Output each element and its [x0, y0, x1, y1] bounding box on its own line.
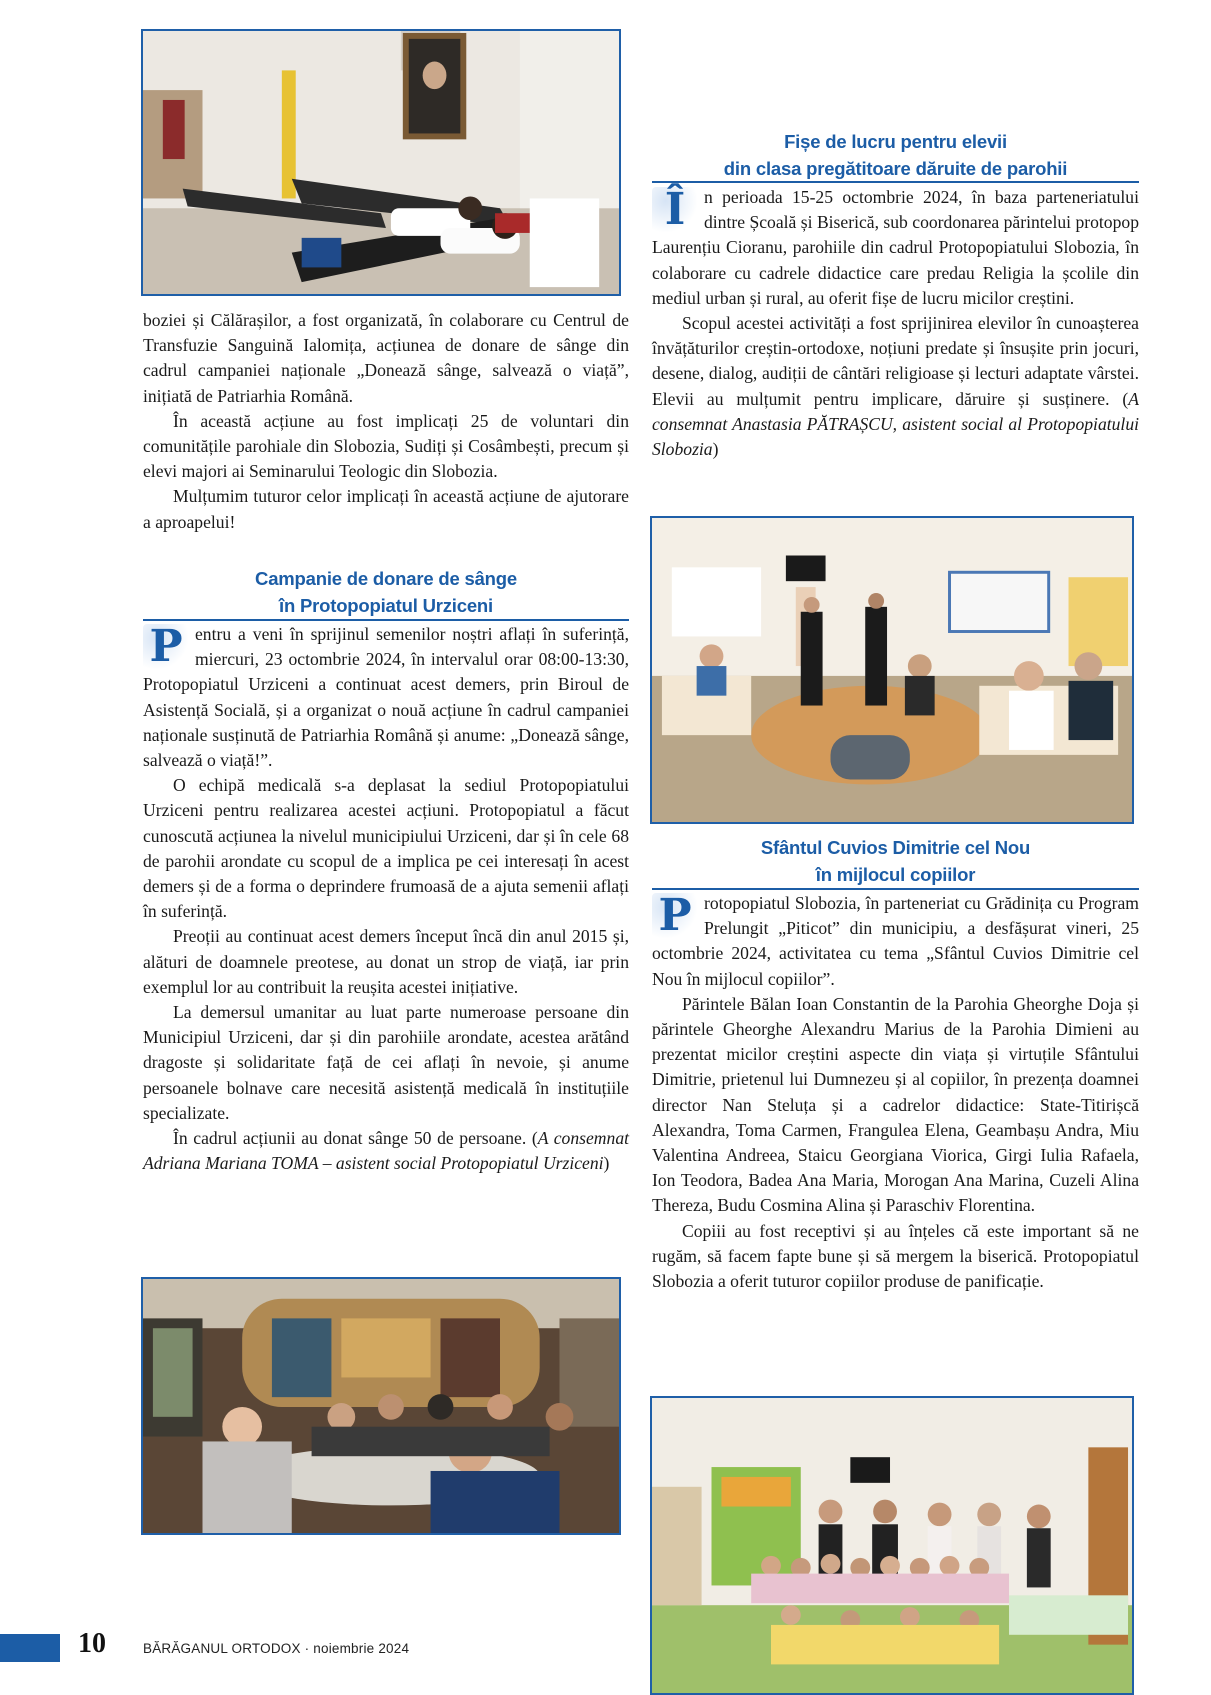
headline-line: în mijlocul copiilor: [815, 864, 976, 885]
headline-line: din clasa pregătitoare dăruite de parohii: [723, 158, 1068, 179]
footer-publication: BĂRĂGANUL ORTODOX · noiembrie 2024: [143, 1641, 410, 1656]
article-paragraph: [652, 311, 1139, 462]
headline-rule: [652, 888, 1139, 890]
worksheets-article-body: [652, 185, 1139, 462]
drop-cap: P: [143, 624, 189, 670]
article-paragraph: [652, 891, 1139, 992]
article-first-text: n perioada 15-25 octombrie 2024, în baza parteneriatului dintre Școală și Biserică, sub coordonarea părintelui protopop Laurențiu Cioranu, parohiile din cadrul Protopopiatului Slobozia, în colaborare cu cadrele didactice care predau Religia la școlile din mediul urban și rural, au oferit fișe de lucru micilor creștini.: [652, 187, 1139, 308]
article-byline: A consemnat Anastasia PĂTRAȘCU, asistent social al Protopopiatului Slobozia: [652, 388, 1139, 460]
article-headline-urziceni: [143, 565, 629, 619]
article-text: În cadrul acțiunii au donat sânge 50 de persoane. (: [173, 1128, 538, 1149]
article-paragraph: O echipă medicală s-a deplasat la sediul Protopopiatului Urziceni pentru realizarea acestei acțiuni. Protopopiatul a făcut cunoscută acțiunea la nivelul municipiului Urziceni, dar și în cele 68 de parohii arondate cu scopul de a implica pe cei interesați în acest demers și de a forma o deprindere frumoasă de a ajuta semenii aflați în suferință.: [143, 775, 629, 922]
article-paragraph: Părintele Bălan Ioan Constantin de la Parohia Gheorghe Doja și părintele Gheorghe Alexandru Marius de la Parohia Dimieni au prezentat micilor creștini aspecte din viața și virtuțile Sfântului Dimitrie, prietenul lui Dumnezeu și al copiilor, în prezența doamnei director Nan Steluța și a cadrelor didactice: State-Titirișcă Alexandra, Toma Carmen, Frangulea Elena, Geambașu Andra, Miu Valentina Andreea, Staicu Georgiana Viorica, Girgi Iulia Rafaela, Ion Teodora, Badea Ana Maria, Morogan Ana Marina, Cuzeli Alina Thereza, Budu Cosmina Alina și Paraschiv Florentina.: [652, 993, 1139, 1216]
headline-line: Sfântul Cuvios Dimitrie cel Nou: [760, 837, 1031, 858]
drop-cap: P: [652, 893, 698, 939]
intro-paragraph: În această acțiune au fost implicați 25 de voluntari din comunitățile parohiale din Slobozia, Sudiți și Cosâmbești, precum și elevi majori ai Seminarului Teologic din Slobozia.: [143, 410, 629, 482]
intro-paragraph: boziei și Călărașilor, a fost organizată, în colaborare cu Centrul de Transfuzie Sanguină Ialomița, acțiunea de donare de sânge din cadrul campaniei naționale „Donează sânge, salvează o viață”, inițiată de Patriarhia Română.: [143, 310, 629, 406]
article-paragraph: [652, 185, 1139, 311]
photo-kindergarten-group: [650, 1396, 1134, 1695]
article-byline: A consemnat Adriana Mariana TOMA – asistent social Protopopiatul Urziceni: [143, 1128, 629, 1174]
headline-line: Campanie de donare de sânge: [255, 568, 517, 589]
article-headline-dimitrie: [652, 834, 1139, 888]
article-text: ): [603, 1153, 610, 1174]
article-text: Scopul acestei activități a fost sprijinirea elevilor în cunoașterea învățăturilor creștin-ortodoxe, noțiuni predate și însușite prin jocuri, desene, dialog, audiții de cântări religioase și lecturi adaptate vârstei. Elevii au mulțumit pentru implicare, dăruire și susținere. (: [652, 313, 1139, 409]
article-headline-worksheets: [652, 128, 1139, 182]
article-paragraph: La demersul umanitar au luat parte numeroase persoane din Municipiul Urziceni, dar și din parohiile arondate, acestea arătând dragoste și solidaritate față de cei aflați în nevoie, și anume persoanele bolnave care necesită asistență medicală în instituțiile specializate.: [143, 1002, 629, 1123]
drop-cap: Î: [652, 187, 698, 233]
photo-blood-donation-slobozia: [141, 29, 621, 296]
page-number: 10: [78, 1628, 106, 1659]
photo-urziceni-donors: [141, 1277, 621, 1535]
article-first-text: rotopopiatul Slobozia, în parteneriat cu Grădinița cu Program Prelungit „Piticot” din municipiu, a desfășurat vineri, 25 octombrie 2024, activitatea cu tema „Sfântul Cuvios Dimitrie cel Nou în mijlocul copiilor”.: [652, 893, 1139, 989]
urziceni-article-body: [143, 622, 629, 1176]
article-text: ): [712, 439, 719, 460]
intro-text-block: [143, 308, 629, 535]
dimitrie-article-body: [652, 891, 1139, 1294]
headline-line: în Protopopiatul Urziceni: [279, 595, 493, 616]
headline-rule: [652, 181, 1139, 183]
article-paragraph: Preoții au continuat acest demers început încă din anul 2015 și, alături de doamnele preotese, au donat un strop de viață, iar prin exemplul lor au contribuit la reușita acestei inițiative.: [143, 926, 629, 997]
article-paragraph: Copiii au fost receptivi și au înțeles că este important să ne rugăm, să facem fapte bune și să mergem la biserică. Protopopiatul Slobozia a oferit tuturor copiilor produse de panificație.: [652, 1220, 1139, 1292]
article-paragraph: [143, 622, 629, 773]
headline-line: Fișe de lucru pentru elevii: [784, 131, 1007, 152]
footer-accent-bar: [0, 1634, 60, 1662]
article-first-text: entru a veni în sprijinul semenilor noștri aflați în suferință, miercuri, 23 octombrie 2024, în intervalul orar 08:00-13:30, Protopopiatul Urziceni a continuat acest demers, prin Biroul de Asistență Socială, și a organizat o nouă acțiune în cadrul campaniei naționale susținută de Patriarhia Română și anume: „Donează sânge, salvează o viață!”.: [143, 624, 629, 771]
intro-paragraph: Mulțumim tuturor celor implicați în această acțiune de ajutorare a aproapelui!: [143, 486, 629, 532]
article-paragraph: [143, 1126, 629, 1176]
headline-rule: [143, 619, 629, 621]
photo-classroom-worksheets: [650, 516, 1134, 824]
